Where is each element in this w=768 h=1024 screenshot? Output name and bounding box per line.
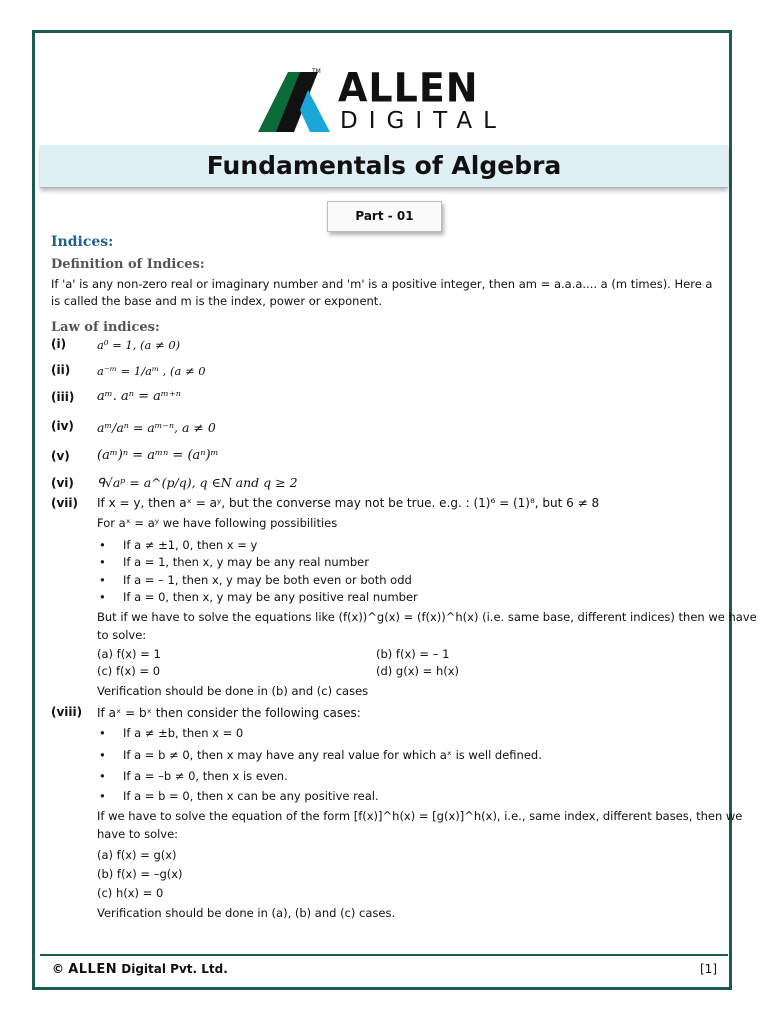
heading-definition: Definition of Indices: [51,257,205,272]
copyright-symbol: © [52,962,64,976]
footer-company: Digital Pvt. Ltd. [121,962,228,976]
law-text-viii: If aˣ = bˣ then consider the following cases: [97,706,361,720]
footer-divider [40,954,728,956]
vii-case-d: (d) g(x) = h(x) [376,664,460,678]
footer-copyright [52,962,228,977]
allen-logo-mark-icon [258,72,330,134]
viii-bullet-1: • If a ≠ ±b, then x = 0 [123,725,243,742]
viii-case-a: (a) f(x) = g(x) [97,848,177,862]
part-label: Part - 01 [327,201,442,232]
definition-line-2: is called the base and m is the index, power or exponent. [51,294,382,308]
law-label-vii: (vii) [51,496,79,510]
law-label-iii: (iii) [51,390,75,404]
law-label-viii: (viii) [51,705,83,719]
page-number: [1] [700,962,717,976]
vii-bullet-1: • If a ≠ ±1, 0, then x = y [123,537,257,554]
viii-case-c: (c) h(x) = 0 [97,886,164,900]
vii-but-line-2: to solve: [97,628,147,642]
trademark: TM [312,68,321,75]
viii-bullet-4: • If a = b = 0, then x can be any positive real. [123,788,379,805]
definition-line-1: If 'a' is any non-zero real or imaginary number and 'm' is a positive integer, then am = a.a.a.... a (m times). Here a [51,277,713,291]
law-text-iii: aᵐ. aⁿ = aᵐ⁺ⁿ [97,389,182,404]
vii-intro: For aˣ = aʸ we have following possibilities [97,516,338,530]
viii-case-b: (b) f(x) = –g(x) [97,867,183,881]
vii-but-line-1: But if we have to solve the equations like (f(x))^g(x) = (f(x))^h(x) (i.e. same base, different indices) then we have [97,610,757,624]
viii-verify: Verification should be done in (a), (b) and (c) cases. [97,906,396,920]
law-text-vi: ᑫ√aᵖ = a^(p/q), q ∈N and q ≥ 2 [97,475,298,490]
vii-bullet-4: • If a = 0, then x, y may be any positive real number [123,589,418,606]
section-heading-indices: Indices: [51,234,114,250]
law-label-vi: (vi) [51,476,74,490]
law-label-v: (v) [51,449,70,463]
vii-case-c: (c) f(x) = 0 [97,664,161,678]
heading-law-of-indices: Law of indices: [51,320,160,335]
law-text-i: a⁰ = 1, (a ≠ 0) [97,338,181,352]
allen-digital-logo [258,64,508,134]
logo-brand-text: ALLEN [338,64,479,112]
law-text-ii: a⁻ᵐ = 1/aᵐ , (a ≠ 0 [97,364,206,378]
law-text-vii: If x = y, then aˣ = aʸ, but the converse may not be true. e.g. : (1)⁶ = (1)⁸, but 6 ≠ 8 [97,496,600,510]
viii-bullet-2: • If a = b ≠ 0, then x may have any real value for which aˣ is well defined. [123,747,542,764]
law-label-iv: (iv) [51,419,74,433]
viii-bullet-3: • If a = –b ≠ 0, then x is even. [123,768,288,785]
title-bar [40,145,728,188]
logo-sub-text: DIGITAL [340,108,507,134]
law-label-ii: (ii) [51,363,71,377]
vii-case-b: (b) f(x) = – 1 [376,647,450,661]
footer-brand: ALLEN [68,962,118,977]
vii-bullet-3: • If a = – 1, then x, y may be both even or both odd [123,572,412,589]
vii-case-a: (a) f(x) = 1 [97,647,161,661]
viii-form-line-2: have to solve: [97,827,179,841]
law-text-v: (aᵐ)ⁿ = aᵐⁿ = (aⁿ)ᵐ [97,448,219,463]
page-title: Fundamentals of Algebra [206,151,562,180]
law-label-i: (i) [51,337,67,351]
law-text-iv: aᵐ/aⁿ = aᵐ⁻ⁿ, a ≠ 0 [97,420,216,435]
vii-bullet-2: • If a = 1, then x, y may be any real number [123,554,369,571]
viii-form-line-1: If we have to solve the equation of the form [f(x)]^h(x) = [g(x)]^h(x), i.e., same index, different bases, then we [97,809,743,823]
vii-verify: Verification should be done in (b) and (c) cases [97,684,369,698]
